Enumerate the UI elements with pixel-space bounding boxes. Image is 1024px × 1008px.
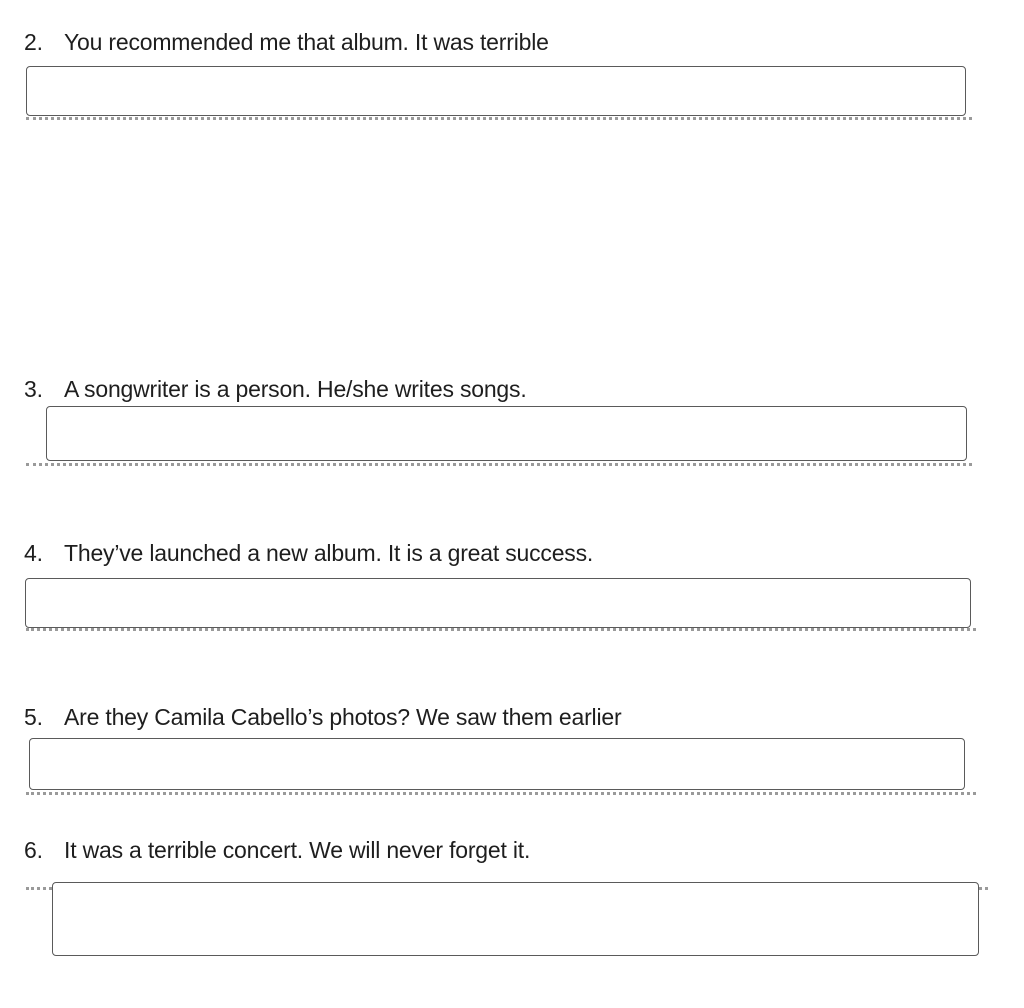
question-text [24,836,530,864]
question-sentence: You recommended me that album. It was terrible [64,29,549,55]
question-sentence: They’ve launched a new album. It is a great success. [64,540,594,566]
question-number: 6. [24,837,43,863]
question-sentence: A songwriter is a person. He/she writes songs. [64,376,527,402]
question-number: 2. [24,29,43,55]
question-number: 4. [24,540,43,566]
dotted-answer-line [26,117,972,120]
question-text [24,539,593,567]
question-text [24,375,527,403]
question-number: 3. [24,376,43,402]
dotted-answer-line [26,463,972,466]
question-text [24,28,549,56]
answer-input[interactable] [26,66,966,116]
question-sentence: Are they Camila Cabello’s photos? We saw them earlier [64,704,622,730]
answer-input[interactable] [29,738,965,790]
answer-input[interactable] [52,882,979,956]
question-text [24,703,621,731]
dotted-answer-line [26,628,976,631]
question-sentence: It was a terrible concert. We will never forget it. [64,837,531,863]
answer-input[interactable] [25,578,971,628]
question-number: 5. [24,704,43,730]
dotted-answer-line [26,792,976,795]
answer-input[interactable] [46,406,967,461]
